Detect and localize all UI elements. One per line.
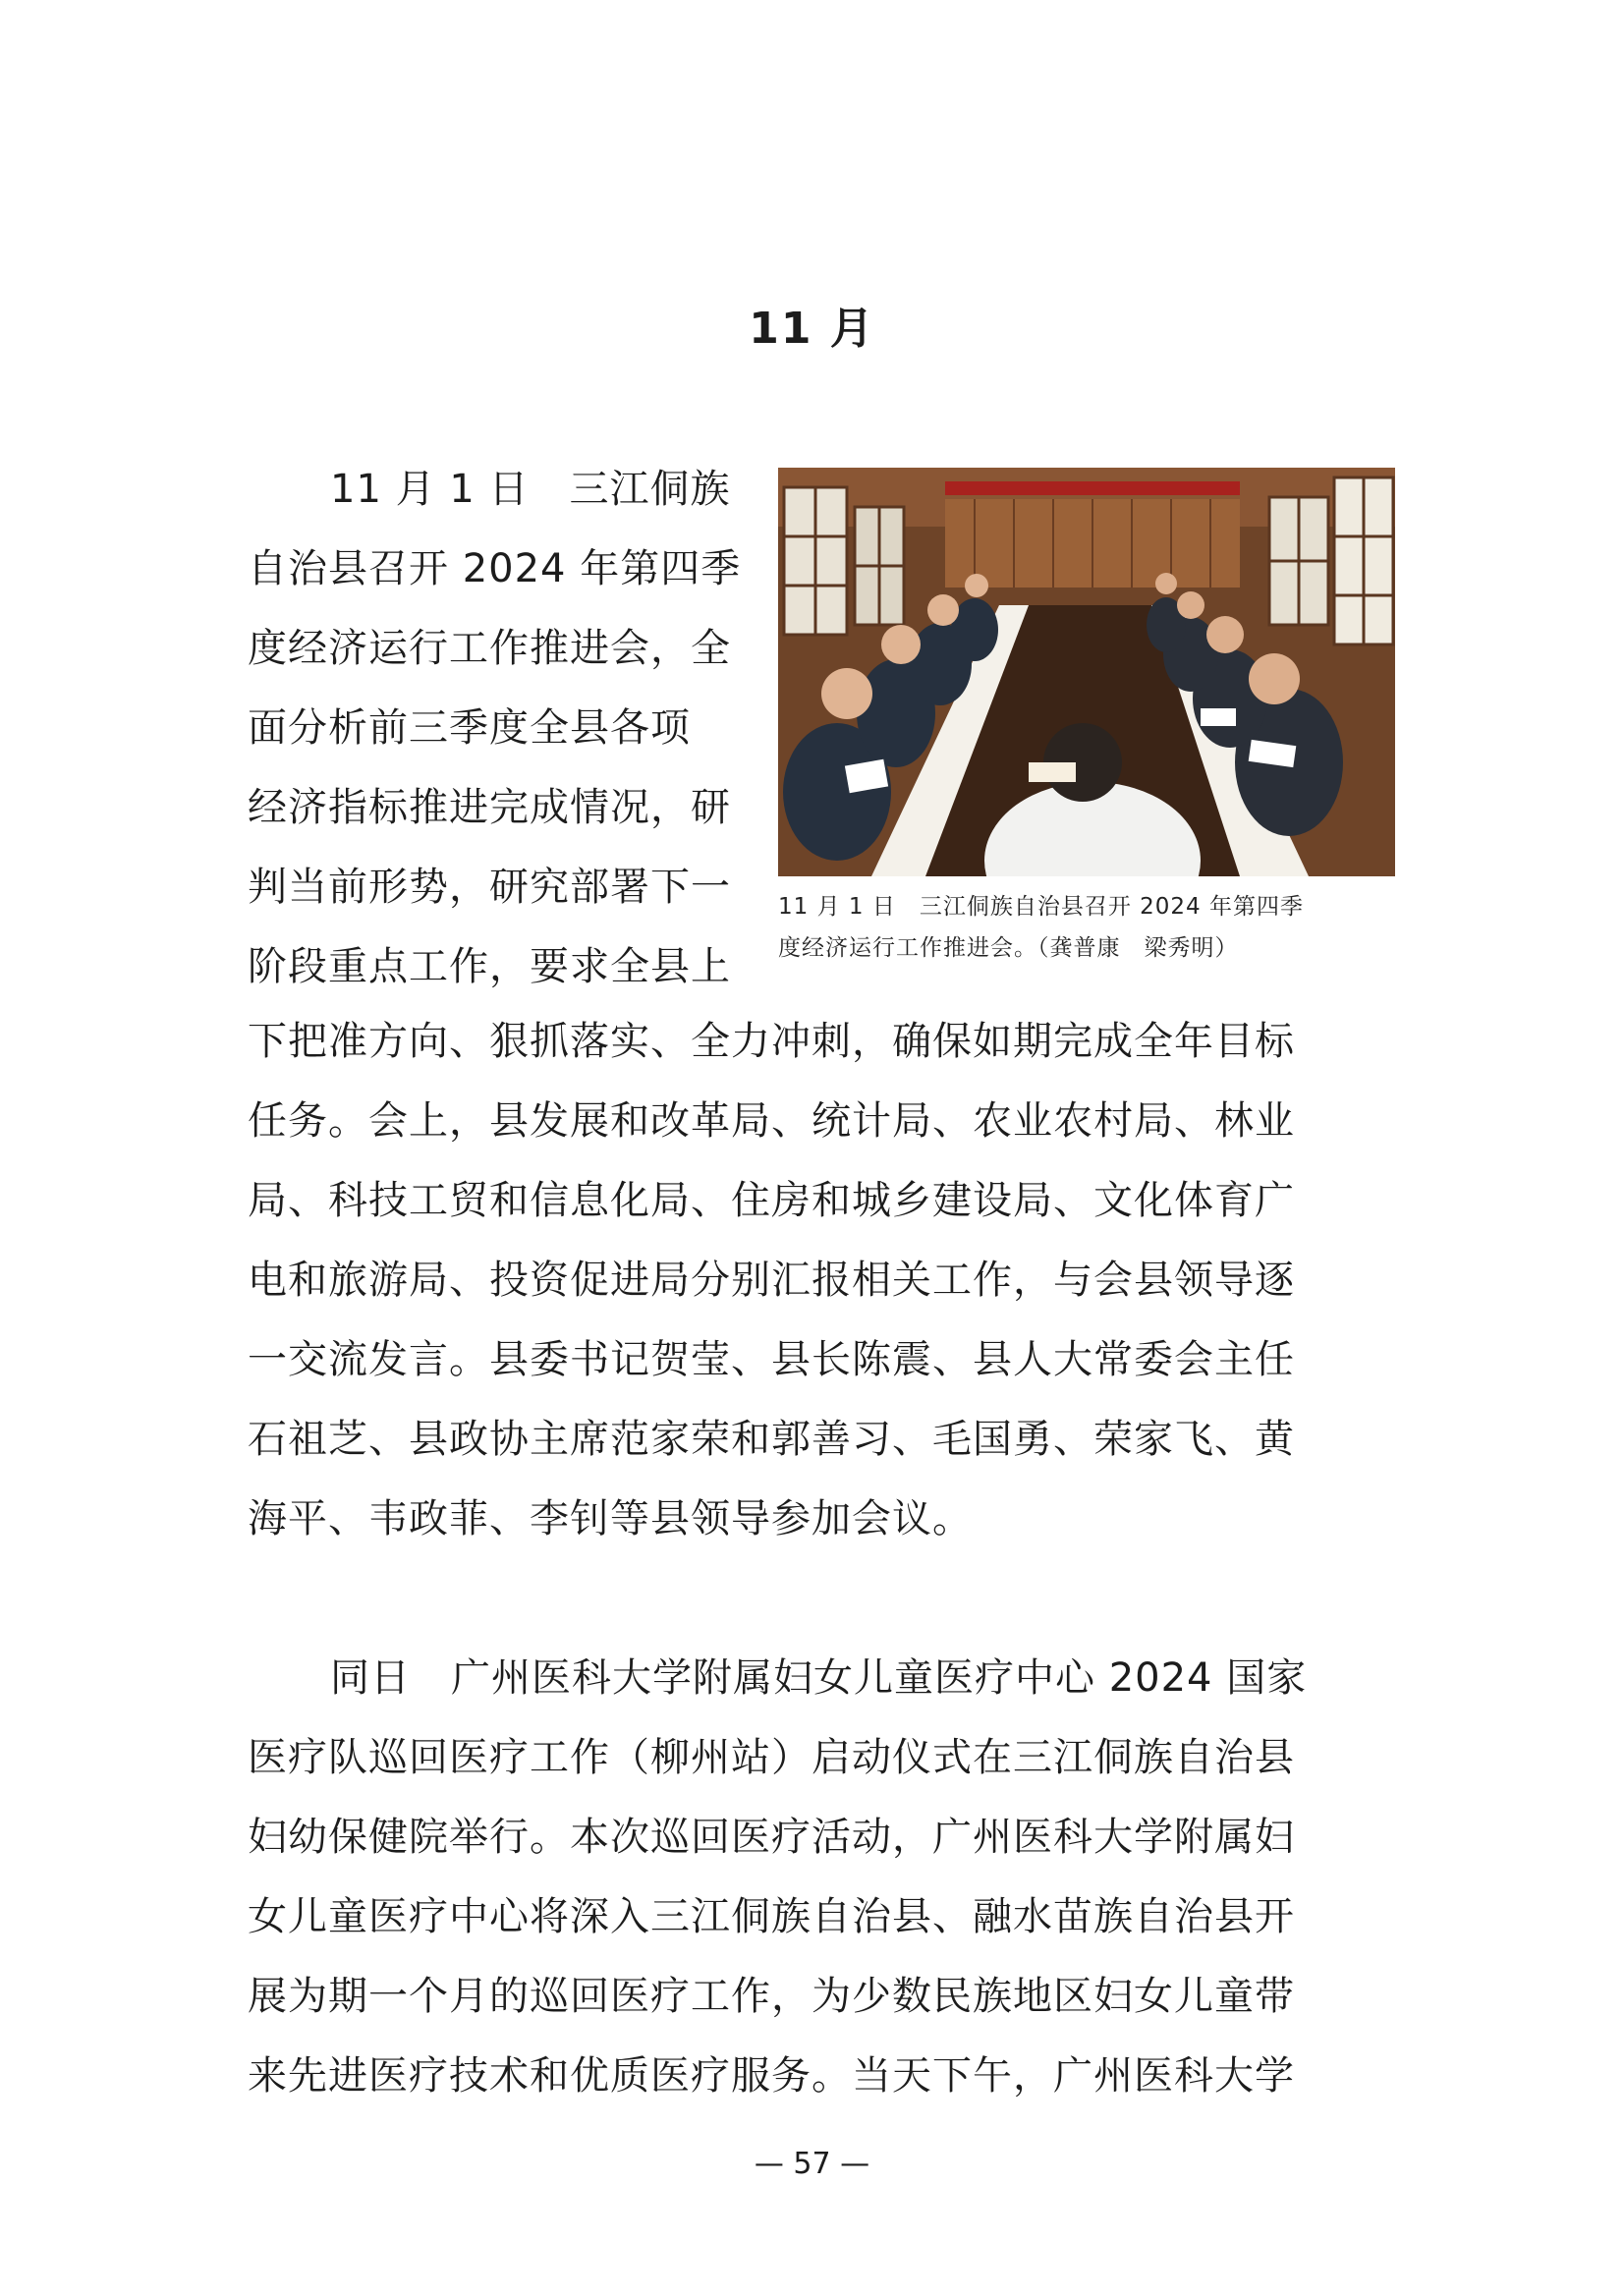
text-line: 女儿童医疗中心将深入三江侗族自治县、融水苗族自治县开 (248, 1894, 1295, 1939)
text-line: 度经济运行工作推进会，全 (248, 626, 731, 671)
text-line: 来先进医疗技术和优质医疗服务。当天下午，广州医科大学 (248, 2053, 1295, 2099)
photo-caption (778, 886, 1395, 969)
article-intro-beside-photo (248, 450, 758, 1007)
caption-line: 11 月 1 日 三江侗族自治县召开 2024 年第四季 (778, 894, 1304, 920)
page-number: — 57 — (754, 2147, 870, 2181)
text-line: 判当前形势，研究部署下一 (248, 865, 731, 910)
text-line: 展为期一个月的巡回医疗工作，为少数民族地区妇女儿童带 (248, 1974, 1295, 2019)
text-line: 阶段重点工作，要求全县上 (248, 944, 731, 989)
article-body-continued (248, 1002, 1387, 1559)
article-second (248, 1639, 1387, 2116)
meeting-photo (778, 468, 1395, 876)
text-line: 局、科技工贸和信息化局、住房和城乡建设局、文化体育广 (248, 1178, 1295, 1223)
section-title: 11 月 (749, 304, 875, 354)
text-line: 11 月 1 日 三江侗族 (330, 467, 731, 512)
text-line: 经济指标推进完成情况，研 (248, 785, 731, 830)
text-line: 同日 广州医科大学附属妇女儿童医疗中心 2024 国家 (330, 1655, 1308, 1701)
text-line: 海平、韦政菲、李钊等县领导参加会议。 (248, 1496, 973, 1541)
text-line: 医疗队巡回医疗工作（柳州站）启动仪式在三江侗族自治县 (248, 1735, 1295, 1780)
caption-line: 度经济运行工作推进会。（龚普康 梁秀明） (778, 935, 1239, 961)
text-line: 下把准方向、狠抓落实、全力冲刺，确保如期完成全年目标 (248, 1019, 1295, 1064)
text-line: 一交流发言。县委书记贺莹、县长陈震、县人大常委会主任 (248, 1337, 1295, 1382)
text-line: 面分析前三季度全县各项 (248, 705, 691, 751)
text-line: 电和旅游局、投资促进局分别汇报相关工作，与会县领导逐 (248, 1258, 1295, 1303)
news-photo-figure (778, 468, 1395, 969)
text-line: 妇幼保健院举行。本次巡回医疗活动，广州医科大学附属妇 (248, 1815, 1295, 1860)
text-line: 石祖芝、县政协主席范家荣和郭善习、毛国勇、荣家飞、黄 (248, 1417, 1295, 1462)
text-line: 自治县召开 2024 年第四季 (248, 546, 742, 591)
text-line: 任务。会上，县发展和改革局、统计局、农业农村局、林业 (248, 1098, 1295, 1144)
